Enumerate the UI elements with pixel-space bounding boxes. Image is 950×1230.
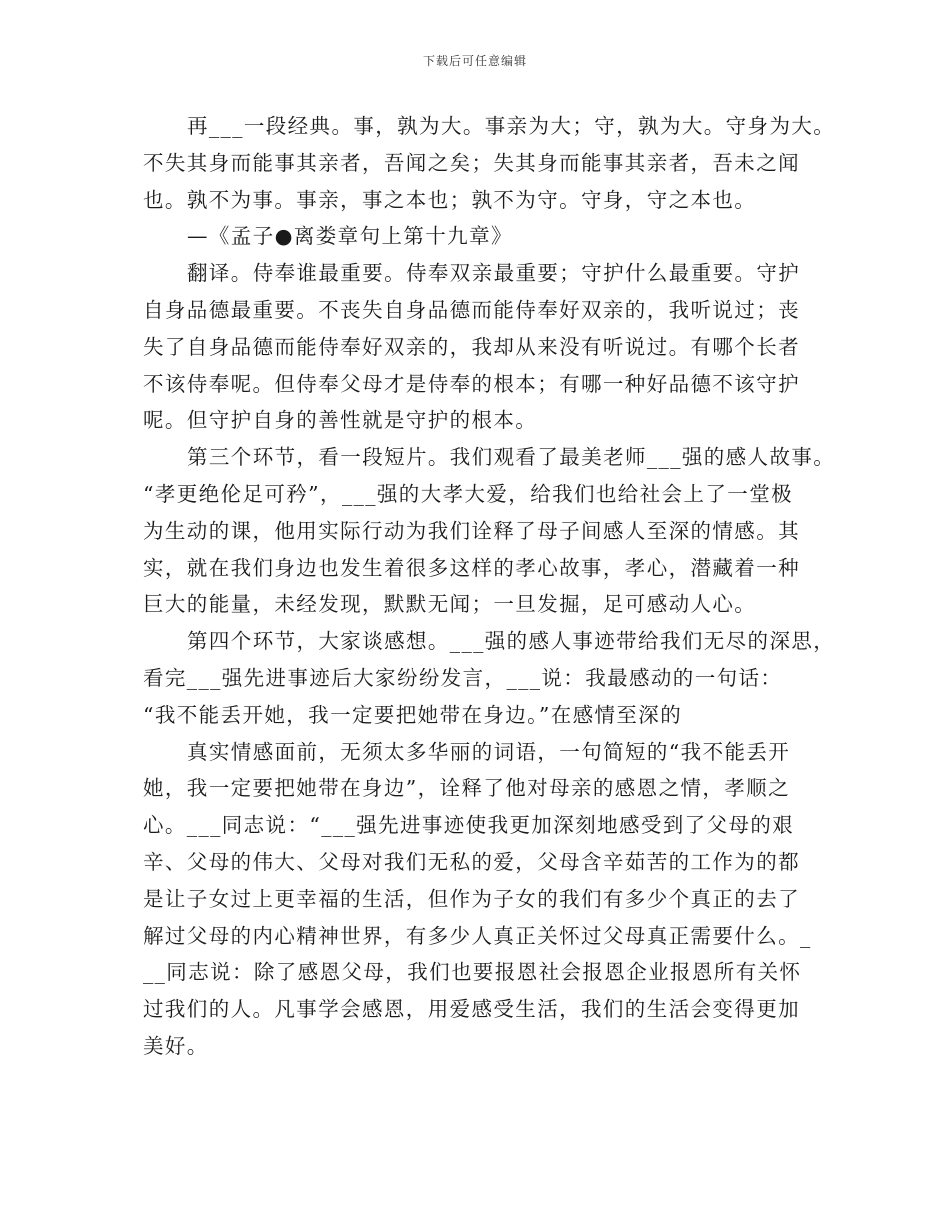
text-line: 为生动的课，他用实际行动为我们诠释了母子间感人至深的情感。其 (143, 518, 800, 543)
text-line: 第四个环节，大家谈感想。___强的感人事迹带给我们无尽的深思， (187, 629, 836, 654)
text-line: 过我们的人。凡事学会感恩，用爱感受生活，我们的生活会变得更加 (143, 997, 800, 1022)
text-line: 第三个环节，看一段短片。我们观看了最美老师___强的感人故事。 (187, 445, 836, 470)
text-line: __同志说：除了感恩父母，我们也要报恩社会报恩企业报恩所有关怀 (143, 960, 802, 985)
text-line: 不该侍奉呢。但侍奉父母才是侍奉的根本；有哪一种好品德不该守护 (143, 371, 800, 396)
text-line: 自身品德最重要。不丧失自身品德而能侍奉好双亲的，我听说过；丧 (143, 297, 800, 322)
text-line: 美好。 (143, 1033, 209, 1058)
text-line: 不失其身而能事其亲者，吾闻之矣；失其身而能事其亲者，吾未之闻 (143, 150, 800, 175)
text-line: 真实情感面前，无须太多华丽的词语，一句简短的“我不能丢开 (187, 739, 791, 764)
text-line: 呢。但守护自身的善性就是守护的根本。 (143, 408, 538, 433)
text-line: 翻译。侍奉谁最重要。侍奉双亲最重要；守护什么最重要。守护 (187, 261, 801, 286)
text-line: 失了自身品德而能侍奉好双亲的，我却从来没有听说过。有哪个长者 (143, 334, 800, 359)
page-header: 下载后可任意编辑 (422, 54, 527, 68)
text-line: “我不能丢开她，我一定要把她带在身边。”在感情至深的 (143, 702, 683, 727)
text-line: 再___一段经典。事，孰为大。事亲为大；守，孰为大。守身为大。 (187, 114, 836, 138)
text-line: 看完___强先进事迹后大家纷纷发言，___说：我最感动的一句话： (143, 665, 783, 690)
text-line: 解过父母的内心精神世界，有多少人真正关怀过父母真正需要什么。_ (143, 923, 812, 948)
body-text (143, 108, 836, 1065)
text-line: 实，就在我们身边也发生着很多这样的孝心故事，孝心，潜藏着一种 (143, 555, 800, 580)
text-line: 也。孰不为事。事亲，事之本也；孰不为守。守身，守之本也。 (143, 187, 757, 212)
text-line: 心。___同志说：“___强先进事迹使我更加深刻地感受到了父母的艰 (143, 813, 795, 838)
text-line: —《孟子●离娄章句上第十九章》 (187, 224, 513, 249)
text-line: 她，我一定要把她带在身边”，诠释了他对母亲的感恩之情，孝顺之 (143, 776, 790, 801)
text-line: 是让子女过上更幸福的生活，但作为子女的我们有多少个真正的去了 (143, 886, 800, 911)
text-line: “孝更绝伦足可矜”，___强的大孝大爱，给我们也给社会上了一堂极 (143, 481, 794, 506)
text-line: 巨大的能量，未经发现，默默无闻；一旦发掘，足可感动人心。 (143, 592, 757, 617)
text-line: 辛、父母的伟大、父母对我们无私的爱，父母含辛茹苦的工作为的都 (143, 849, 800, 874)
